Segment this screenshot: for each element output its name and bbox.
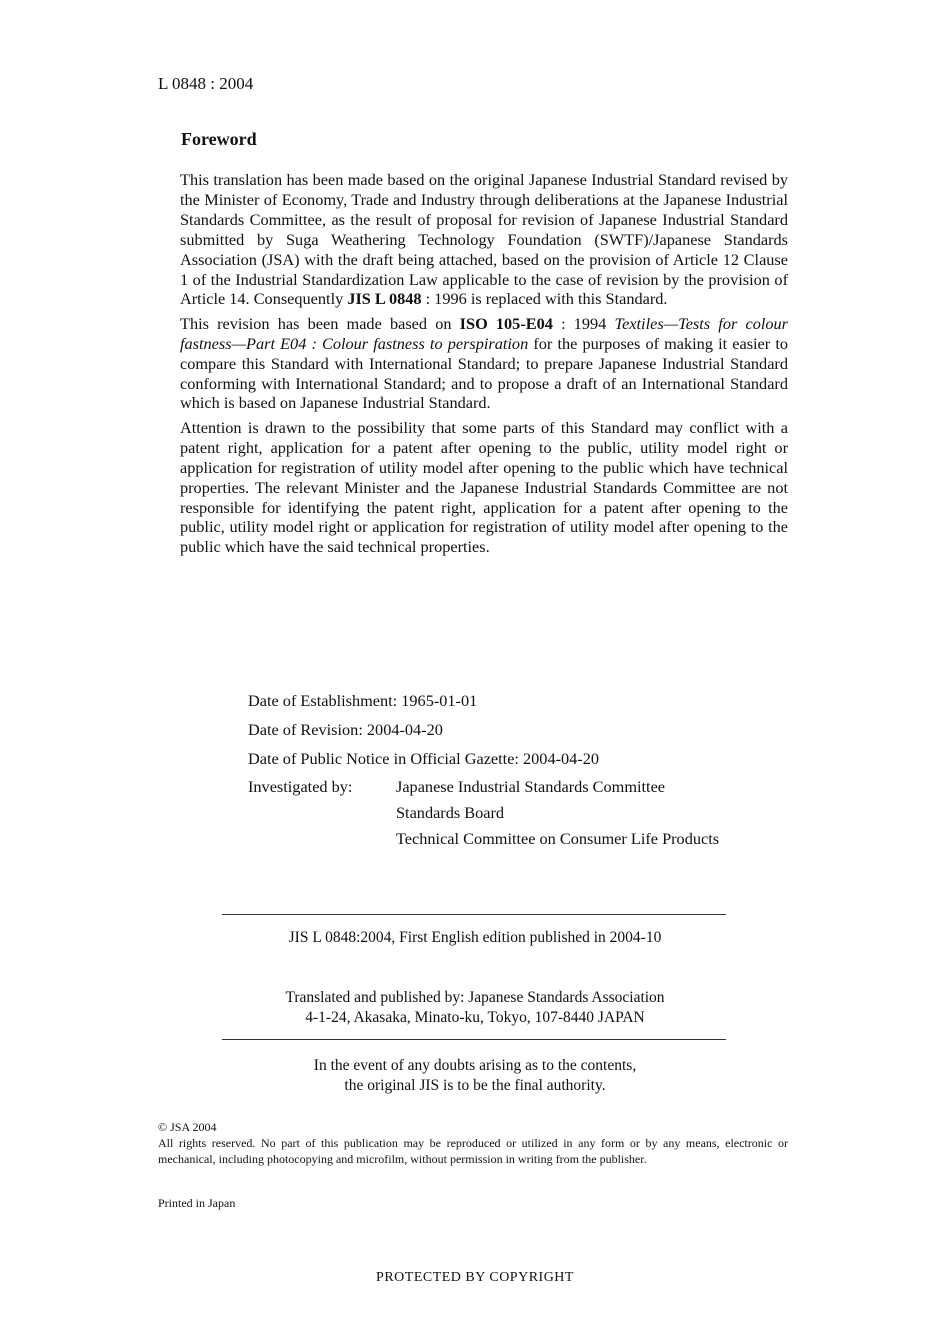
iso-reference: ISO 105-E04 <box>459 313 553 333</box>
publisher-line: Translated and published by: Japanese Standards Association <box>285 989 665 1006</box>
publisher-address: 4-1-24, Akasaka, Minato-ku, Tokyo, 107-8440 JAPAN <box>305 1009 645 1026</box>
date-establishment: Date of Establishment: 1965-01-01 <box>248 691 478 710</box>
investigator: Standards Board <box>396 803 505 822</box>
date-public-notice: Date of Public Notice in Official Gazette: 2004-04-20 <box>248 749 599 768</box>
foreword-body <box>180 170 788 562</box>
rights-reserved: All rights reserved. No part of this publication may be reproduced or utilized in any form or by any means, electronic or mechanical, including photocopying and microfilm, without permission in writing from the publisher. <box>158 1136 788 1166</box>
foreword-title: Foreword <box>181 129 257 149</box>
copyright-footer: PROTECTED BY COPYRIGHT <box>376 1270 574 1285</box>
divider-bottom <box>222 1039 726 1040</box>
publisher-info <box>0 988 950 1028</box>
investigator: Japanese Industrial Standards Committee <box>396 777 666 796</box>
copyright-notice <box>158 1119 788 1167</box>
investigators-list <box>396 777 736 855</box>
iso-title: Textiles—Tests for colour fastness—Part E04 : Colour fastness to perspiration <box>180 313 788 353</box>
printed-in: Printed in Japan <box>158 1196 236 1210</box>
foreword-paragraph-1: This translation has been made based on the original Japanese Industrial Standard revised by the Minister of Economy, Trade and Industry through deliberations at the Japanese Industrial Standards Committee, as the result of proposal for revision of Japanese Industrial Standard submitted by Suga Weathering Technology Foundation (SWTF)/Japanese Standards Association (JSA) with the draft being attached, based on the provision of Article 12 Clause 1 of the Industrial Standardization Law applicable to the case of revision by the provision of Article 14. Consequently JIS L 0848 : 1996 is replaced with this Standard. <box>180 170 788 309</box>
copyright-line: © JSA 2004 <box>158 1120 217 1134</box>
dates-block <box>248 690 736 855</box>
date-revision: Date of Revision: 2004-04-20 <box>248 720 443 739</box>
investigated-by <box>248 777 736 855</box>
document-code: L 0848 : 2004 <box>158 74 254 93</box>
investigated-by-label: Investigated by: <box>248 777 353 796</box>
investigator: Technical Committee on Consumer Life Products <box>396 829 720 848</box>
foreword-paragraph-2: This revision has been made based on ISO 105-E04 : 1994 Textiles—Tests for colour fastness—Part E04 : Colour fastness to perspiration for the purposes of making it easier to compare this Standard with International Standard; to prepare Japanese Industrial Standard conforming with International Standard; and to propose a draft of an International Standard which is based on Japanese Industrial Standard. <box>180 313 788 413</box>
authority-note: In the event of any doubts arising as to the contents, the original JIS is to be the final authority. <box>313 1057 637 1094</box>
jis-reference: JIS L 0848 <box>347 289 422 309</box>
foreword-paragraph-3: Attention is drawn to the possibility that some parts of this Standard may conflict with a patent right, application for a patent after opening to the public, utility model right or application for registration of utility model after opening to the public which have technical properties. The relevant Minister and the Japanese Industrial Standards Committee are not responsible for identifying the patent right, application for a patent after opening to the public, utility model right or application for registration of utility model after opening to the public which have the said technical properties. <box>180 417 788 557</box>
edition-note: JIS L 0848:2004, First English edition published in 2004-10 <box>288 929 662 946</box>
divider-top <box>222 914 726 915</box>
